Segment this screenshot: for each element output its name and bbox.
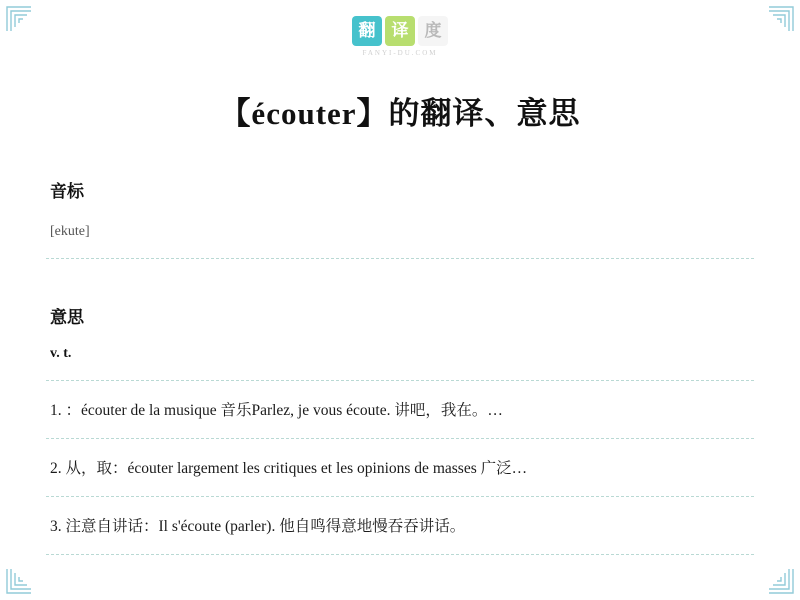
part-of-speech: v. t. xyxy=(50,346,72,361)
divider-5 xyxy=(46,554,754,555)
sense-item-1: 1. ：écouter de la musique 音乐Parlez, je vous écoute. 讲吧，我在。… xyxy=(50,402,503,419)
section-heading-meaning: 意思 xyxy=(50,308,84,327)
divider-4 xyxy=(46,496,754,497)
logo-block-1: 翻 xyxy=(352,16,382,46)
divider-1 xyxy=(46,258,754,259)
page-title: 【écouter】的翻译、意思 xyxy=(219,96,581,131)
logo-caption: FANYI-DU.COM xyxy=(362,49,438,57)
logo-block-3: 度 xyxy=(418,16,448,46)
section-heading-phonetic: 音标 xyxy=(50,182,84,201)
divider-3 xyxy=(46,438,754,439)
sense-item-3: 3. 注意自讲话：Il s'écoute (parler). 他自鸣得意地慢吞吞讲话。 xyxy=(50,518,466,535)
logo-block-2: 译 xyxy=(385,16,415,46)
sense-item-2: 2. 从，取：écouter largement les critiques et les opinions de masses 广泛… xyxy=(50,460,528,477)
phonetic-transcription: [ekute] xyxy=(50,224,90,239)
divider-2 xyxy=(46,380,754,381)
